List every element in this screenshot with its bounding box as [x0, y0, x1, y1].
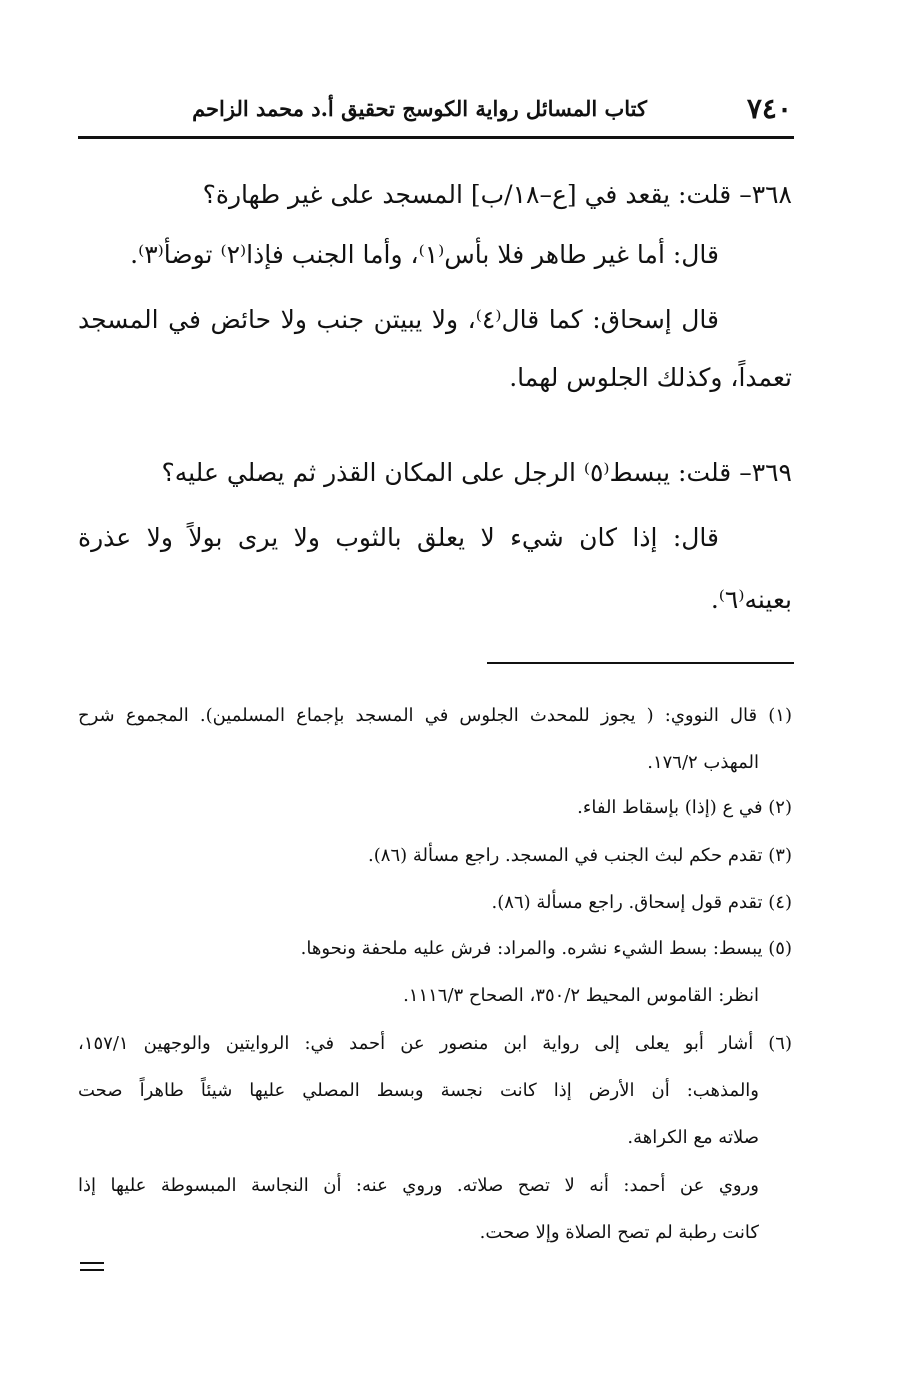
- footnote-6-line-5: كانت رطبة لم تصح الصلاة وإلا صحت.: [479, 1222, 759, 1243]
- ishaq-statement-line-2: تعمداً، وكذلك الجلوس لهما.: [509, 363, 792, 392]
- page-header: [78, 92, 792, 130]
- question-369: ٣٦٩– قلت: يبسط⁽٥⁾ الرجل على المكان القذر ثم يصلي عليه؟: [161, 458, 792, 487]
- footnote-1-line-2: المهذب ١٧٦/٢.: [647, 752, 759, 773]
- footnote-5-line-2: انظر: القاموس المحيط ٣٥٠/٢، الصحاح ١١١٦/٣.: [403, 985, 759, 1006]
- footnote-2: (٢) في ع (إذا) بإسقاط الفاء.: [577, 797, 792, 818]
- answer-369-line-2: بعينه⁽٦⁾.: [710, 585, 792, 614]
- footnote-6-line-4: وروي عن أحمد: أنه لا تصح صلاته. وروي عنه: أن النجاسة المبسوطة عليها إذا: [78, 1175, 759, 1196]
- page-number: ٧٤٠: [746, 92, 792, 125]
- footnote-4: (٤) تقدم قول إسحاق. راجع مسألة (٨٦).: [491, 892, 792, 913]
- footnote-6-line-1: (٦) أشار أبو يعلى إلى رواية ابن منصور عن أحمد في: الروايتين والوجهين ١٥٧/١،: [78, 1033, 792, 1054]
- footnote-6-line-2: والمذهب: أن الأرض إذا كانت نجسة وبسط المصلي عليها شيئاً طاهراً صحت: [78, 1080, 759, 1101]
- header-rule: [78, 136, 794, 139]
- ishaq-statement-line-1: قال إسحاق: كما قال⁽٤⁾، ولا يبيتن جنب ولا حائض في المسجد: [78, 305, 719, 334]
- answer-369-line-1: قال: إذا كان شيء لا يعلق بالثوب ولا يرى بولاً ولا عذرة: [78, 523, 719, 552]
- running-title: كتاب المسائل رواية الكوسج تحقيق أ.د محمد الزاحم: [192, 96, 647, 121]
- footnote-3: (٣) تقدم حكم لبث الجنب في المسجد. راجع مسألة (٨٦).: [368, 845, 792, 866]
- footnote-separator: [487, 662, 794, 664]
- question-368: ٣٦٨– قلت: يقعد في [ع–١٨/ب] المسجد على غير طهارة؟: [202, 180, 792, 209]
- continuation-mark: [80, 1262, 104, 1276]
- answer-368: قال: أما غير طاهر فلا بأس⁽١⁾، وأما الجنب فإذا⁽٢⁾ توضأ⁽٣⁾.: [130, 240, 719, 269]
- footnote-1-line-1: (١) قال النووي: ( يجوز للمحدث الجلوس في المسجد بإجماع المسلمين). المجموع شرح: [78, 705, 792, 726]
- footnote-5-line-1: (٥) يبسط: بسط الشيء نشره. والمراد: فرش عليه ملحفة ونحوها.: [300, 938, 792, 959]
- footnote-6-line-3: صلاته مع الكراهة.: [627, 1127, 759, 1148]
